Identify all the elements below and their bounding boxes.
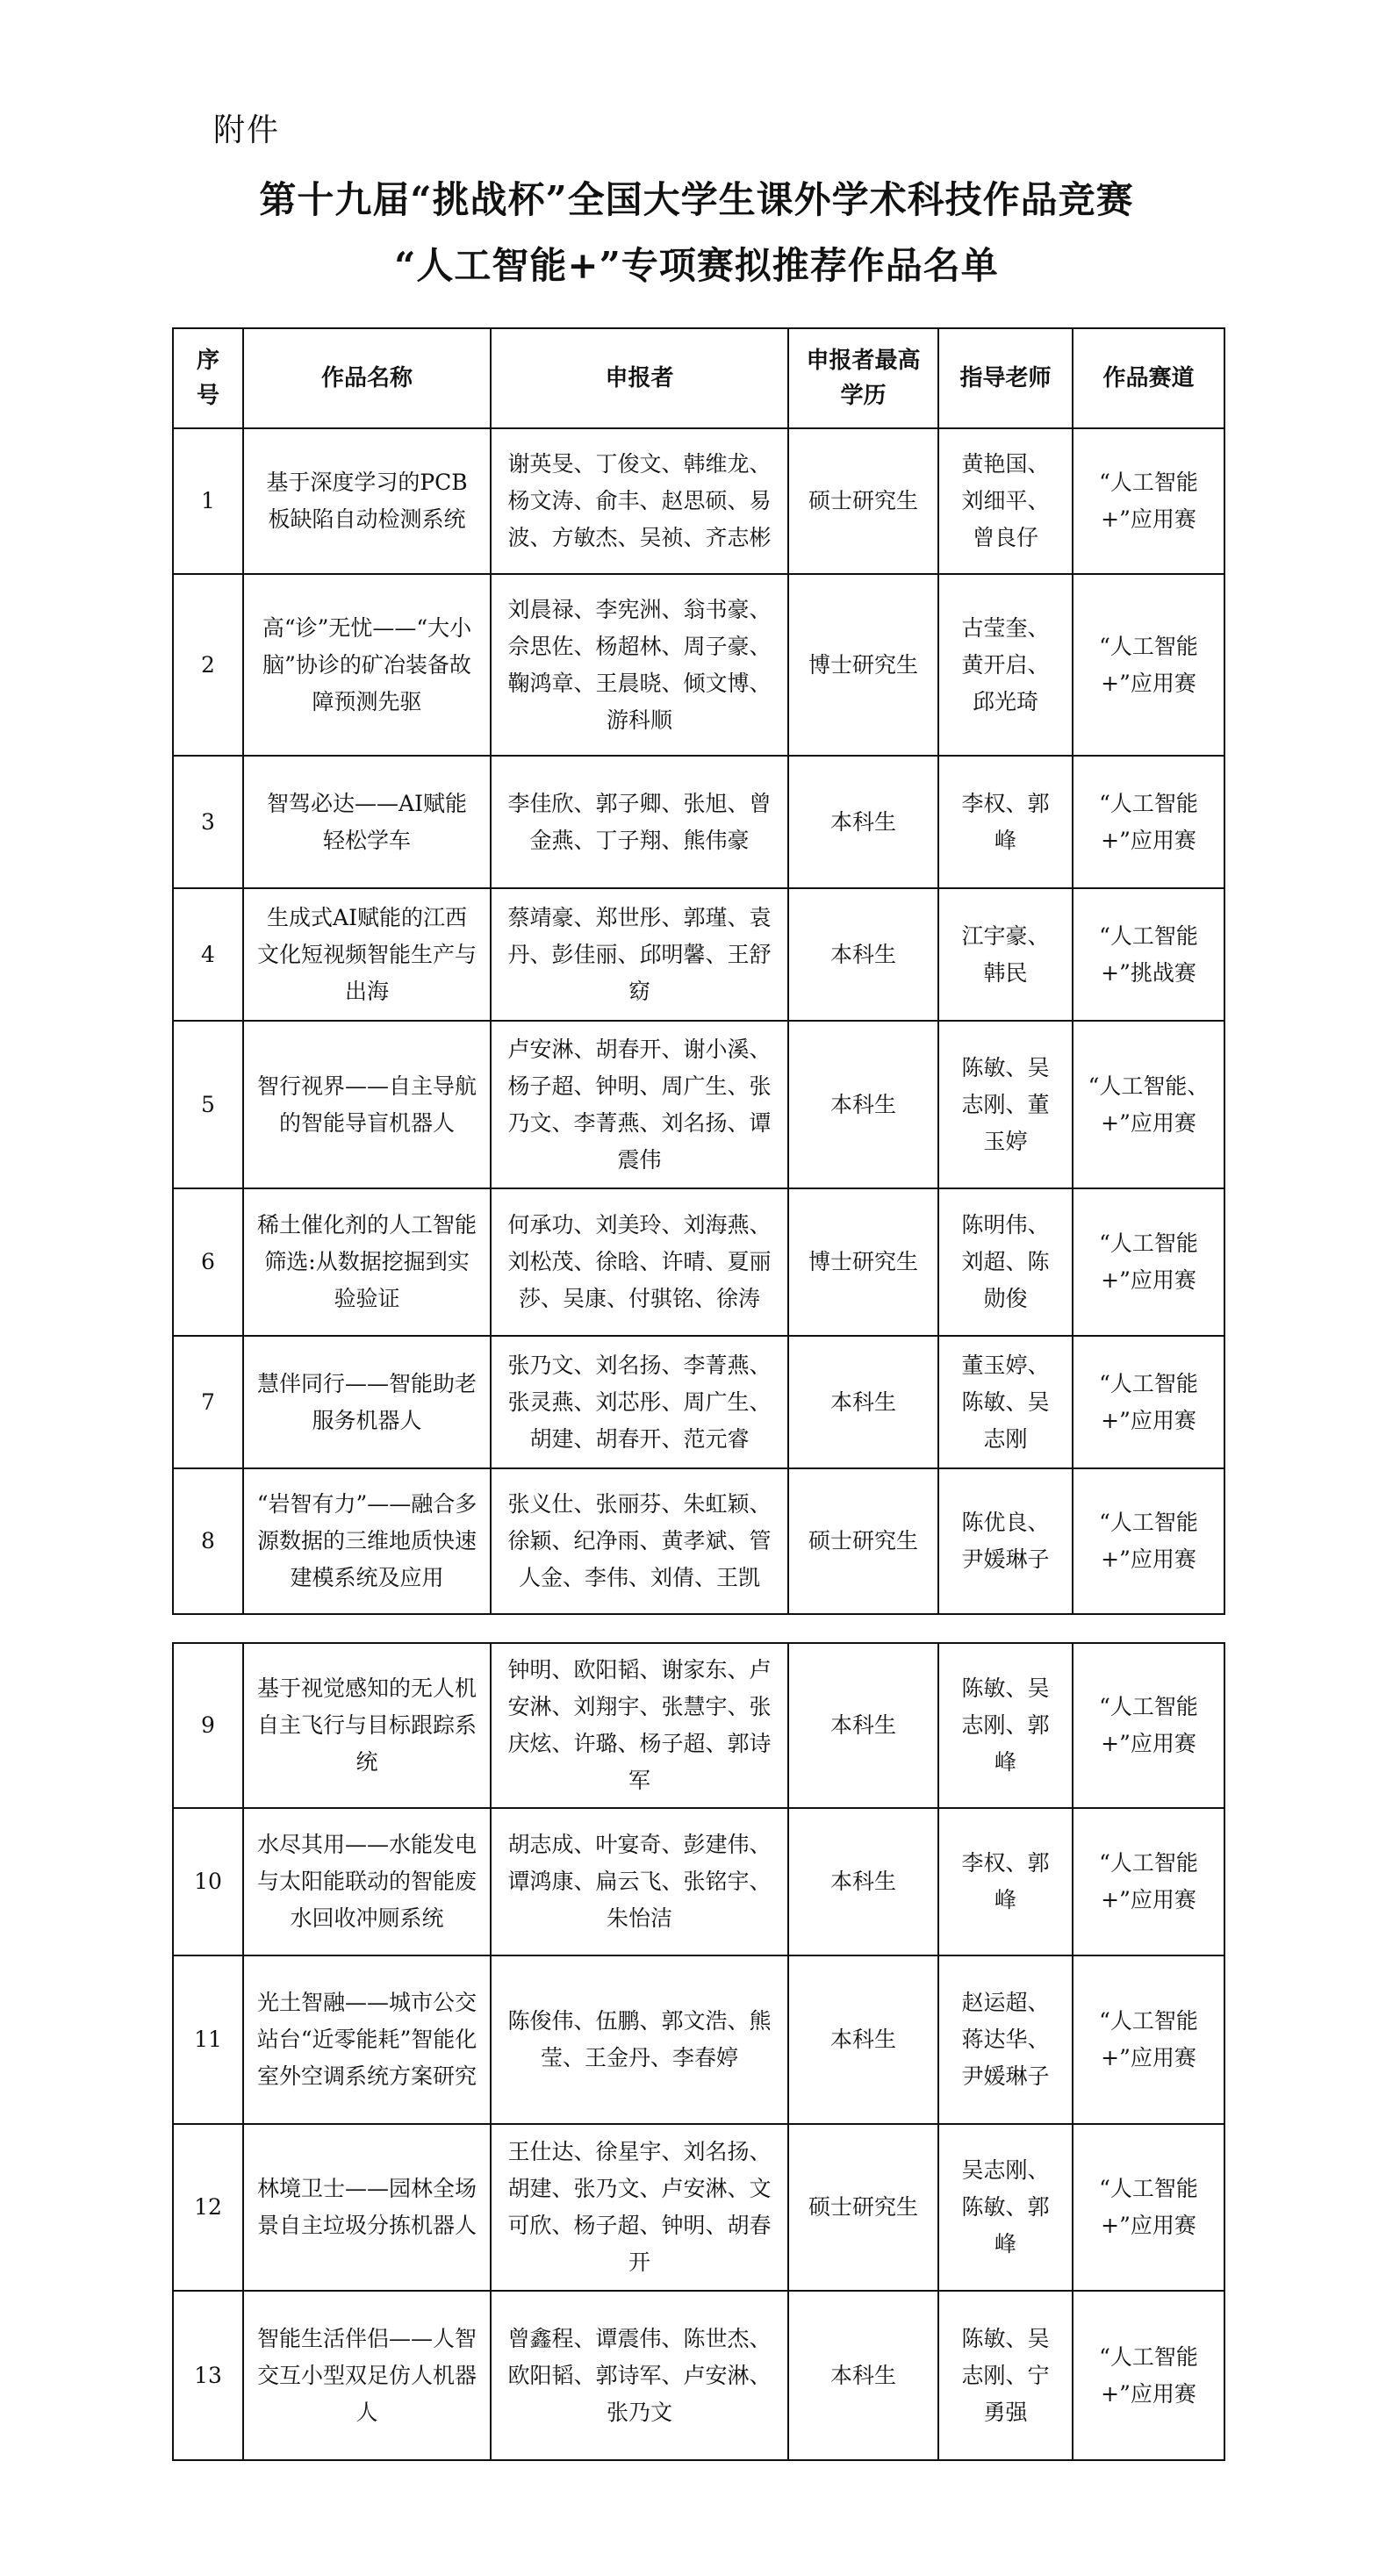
table-row bbox=[173, 428, 1224, 574]
cell-applicants: 张义仕、张丽芬、朱虹颖、徐颖、纪净雨、黄孝斌、管人金、李伟、刘倩、王凯 bbox=[491, 1468, 788, 1614]
cell-degree: 本科生 bbox=[788, 2291, 938, 2460]
cell-name: 基于视觉感知的无人机自主飞行与目标跟踪系统 bbox=[243, 1643, 491, 1808]
cell-applicants: 卢安淋、胡春开、谢小溪、杨子超、钟明、周广生、张乃文、李菁燕、刘名扬、谭震伟 bbox=[491, 1021, 788, 1188]
cell-degree: 本科生 bbox=[788, 756, 938, 888]
header-track: 作品赛道 bbox=[1073, 328, 1224, 428]
cell-name: 基于深度学习的PCB板缺陷自动检测系统 bbox=[243, 428, 491, 574]
cell-applicants: 蔡靖豪、郑世彤、郭瑾、袁丹、彭佳丽、邱明馨、王舒窈 bbox=[491, 888, 788, 1021]
cell-track: “人工智能+”应用赛 bbox=[1073, 574, 1224, 756]
recommendation-table-part1 bbox=[172, 327, 1225, 1615]
document-title-line1: 第十九届“挑战杯”全国大学生课外学术科技作品竞赛 bbox=[259, 178, 1134, 221]
cell-index: 9 bbox=[173, 1643, 243, 1808]
cell-advisor: 董玉婷、陈敏、吴志刚 bbox=[938, 1336, 1073, 1468]
cell-advisor: 陈优良、尹媛琳子 bbox=[938, 1468, 1073, 1614]
cell-degree: 本科生 bbox=[788, 888, 938, 1021]
table-row bbox=[173, 2291, 1224, 2460]
cell-advisor: 江宇豪、韩民 bbox=[938, 888, 1073, 1021]
cell-advisor: 陈敏、吴志刚、郭峰 bbox=[938, 1643, 1073, 1808]
table-row bbox=[173, 574, 1224, 756]
cell-track: “人工智能+”应用赛 bbox=[1073, 1336, 1224, 1468]
cell-index: 6 bbox=[173, 1188, 243, 1336]
cell-track: “人工智能+”应用赛 bbox=[1073, 1643, 1224, 1808]
cell-applicants: 陈俊伟、伍鹏、郭文浩、熊莹、王金丹、李春婷 bbox=[491, 1955, 788, 2124]
table-row bbox=[173, 1643, 1224, 1808]
cell-index: 3 bbox=[173, 756, 243, 888]
table-header-row bbox=[173, 328, 1224, 428]
cell-advisor: 古莹奎、黄开启、邱光琦 bbox=[938, 574, 1073, 756]
header-index: 序号 bbox=[173, 328, 243, 428]
cell-index: 12 bbox=[173, 2124, 243, 2291]
cell-applicants: 谢英旻、丁俊文、韩维龙、杨文涛、俞丰、赵思硕、易波、方敏杰、吴祯、齐志彬 bbox=[491, 428, 788, 574]
header-degree: 申报者最高学历 bbox=[788, 328, 938, 428]
cell-applicants: 何承功、刘美玲、刘海燕、刘松茂、徐晗、许晴、夏丽莎、吴康、付骐铭、徐涛 bbox=[491, 1188, 788, 1336]
cell-name: 光土智融——城市公交站台“近零能耗”智能化室外空调系统方案研究 bbox=[243, 1955, 491, 2124]
cell-track: “人工智能+”应用赛 bbox=[1073, 1955, 1224, 2124]
cell-degree: 博士研究生 bbox=[788, 1188, 938, 1336]
cell-index: 2 bbox=[173, 574, 243, 756]
cell-degree: 博士研究生 bbox=[788, 574, 938, 756]
document-title-line2: “人工智能+”专项赛拟推荐作品名单 bbox=[394, 244, 999, 287]
cell-applicants: 钟明、欧阳韬、谢家东、卢安淋、刘翔宇、张慧宇、张庆炫、许璐、杨子超、郭诗军 bbox=[491, 1643, 788, 1808]
cell-degree: 本科生 bbox=[788, 1808, 938, 1955]
cell-name: 水尽其用——水能发电与太阳能联动的智能废水回收冲厕系统 bbox=[243, 1808, 491, 1955]
cell-advisor: 李权、郭峰 bbox=[938, 756, 1073, 888]
header-name: 作品名称 bbox=[243, 328, 491, 428]
table-row bbox=[173, 1188, 1224, 1336]
cell-advisor: 陈明伟、刘超、陈勋俊 bbox=[938, 1188, 1073, 1336]
cell-name: 慧伴同行——智能助老服务机器人 bbox=[243, 1336, 491, 1468]
cell-degree: 本科生 bbox=[788, 1021, 938, 1188]
cell-name: 稀土催化剂的人工智能筛选:从数据挖掘到实验验证 bbox=[243, 1188, 491, 1336]
cell-index: 8 bbox=[173, 1468, 243, 1614]
cell-index: 13 bbox=[173, 2291, 243, 2460]
cell-applicants: 胡志成、叶宴奇、彭建伟、谭鸿康、扁云飞、张铭宇、朱怡洁 bbox=[491, 1808, 788, 1955]
cell-degree: 本科生 bbox=[788, 1336, 938, 1468]
header-applicants: 申报者 bbox=[491, 328, 788, 428]
cell-degree: 本科生 bbox=[788, 1955, 938, 2124]
cell-advisor: 陈敏、吴志刚、董玉婷 bbox=[938, 1021, 1073, 1188]
cell-name: 林境卫士——园林全场景自主垃圾分拣机器人 bbox=[243, 2124, 491, 2291]
recommendation-table-part2 bbox=[172, 1642, 1225, 2461]
cell-applicants: 王仕达、徐星宇、刘名扬、胡建、张乃文、卢安淋、文可欣、杨子超、钟明、胡春开 bbox=[491, 2124, 788, 2291]
cell-track: “人工智能+”应用赛 bbox=[1073, 1808, 1224, 1955]
cell-index: 11 bbox=[173, 1955, 243, 2124]
cell-track: “人工智能、+”应用赛 bbox=[1073, 1021, 1224, 1188]
table-row bbox=[173, 1955, 1224, 2124]
cell-degree: 硕士研究生 bbox=[788, 428, 938, 574]
cell-index: 5 bbox=[173, 1021, 243, 1188]
cell-applicants: 张乃文、刘名扬、李菁燕、张灵燕、刘芯彤、周广生、胡建、胡春开、范元睿 bbox=[491, 1336, 788, 1468]
cell-advisor: 黄艳国、刘细平、曾良仔 bbox=[938, 428, 1073, 574]
table-row bbox=[173, 888, 1224, 1021]
cell-advisor: 陈敏、吴志刚、宁勇强 bbox=[938, 2291, 1073, 2460]
table-row bbox=[173, 756, 1224, 888]
table-row bbox=[173, 1468, 1224, 1614]
cell-degree: 硕士研究生 bbox=[788, 2124, 938, 2291]
cell-index: 4 bbox=[173, 888, 243, 1021]
cell-name: 智驾必达——AI赋能轻松学车 bbox=[243, 756, 491, 888]
cell-name: 智能生活伴侣——人智交互小型双足仿人机器人 bbox=[243, 2291, 491, 2460]
cell-name: 高“诊”无忧——“大小脑”协诊的矿冶装备故障预测先驱 bbox=[243, 574, 491, 756]
cell-track: “人工智能+”应用赛 bbox=[1073, 1188, 1224, 1336]
cell-degree: 硕士研究生 bbox=[788, 1468, 938, 1614]
cell-applicants: 李佳欣、郭子卿、张旭、曾金燕、丁子翔、熊伟豪 bbox=[491, 756, 788, 888]
header-advisor: 指导老师 bbox=[938, 328, 1073, 428]
cell-applicants: 刘晨禄、李宪洲、翁书豪、佘思佐、杨超林、周子豪、鞠鸿章、王晨晓、倾文博、游科顺 bbox=[491, 574, 788, 756]
cell-applicants: 曾鑫程、谭震伟、陈世杰、欧阳韬、郭诗军、卢安淋、张乃文 bbox=[491, 2291, 788, 2460]
cell-track: “人工智能+”应用赛 bbox=[1073, 2124, 1224, 2291]
cell-advisor: 李权、郭峰 bbox=[938, 1808, 1073, 1955]
cell-track: “人工智能+”挑战赛 bbox=[1073, 888, 1224, 1021]
cell-track: “人工智能+”应用赛 bbox=[1073, 2291, 1224, 2460]
cell-name: 生成式AI赋能的江西文化短视频智能生产与出海 bbox=[243, 888, 491, 1021]
table-row bbox=[173, 1021, 1224, 1188]
cell-index: 1 bbox=[173, 428, 243, 574]
table-row bbox=[173, 2124, 1224, 2291]
cell-index: 10 bbox=[173, 1808, 243, 1955]
table-row bbox=[173, 1808, 1224, 1955]
cell-name: “岩智有力”——融合多源数据的三维地质快速建模系统及应用 bbox=[243, 1468, 491, 1614]
cell-degree: 本科生 bbox=[788, 1643, 938, 1808]
cell-advisor: 赵运超、蒋达华、尹媛琳子 bbox=[938, 1955, 1073, 2124]
attachment-label: 附件 bbox=[213, 112, 281, 148]
cell-track: “人工智能+”应用赛 bbox=[1073, 756, 1224, 888]
cell-name: 智行视界——自主导航的智能导盲机器人 bbox=[243, 1021, 491, 1188]
cell-track: “人工智能+”应用赛 bbox=[1073, 428, 1224, 574]
cell-track: “人工智能+”应用赛 bbox=[1073, 1468, 1224, 1614]
cell-index: 7 bbox=[173, 1336, 243, 1468]
table-row bbox=[173, 1336, 1224, 1468]
cell-advisor: 吴志刚、陈敏、郭峰 bbox=[938, 2124, 1073, 2291]
